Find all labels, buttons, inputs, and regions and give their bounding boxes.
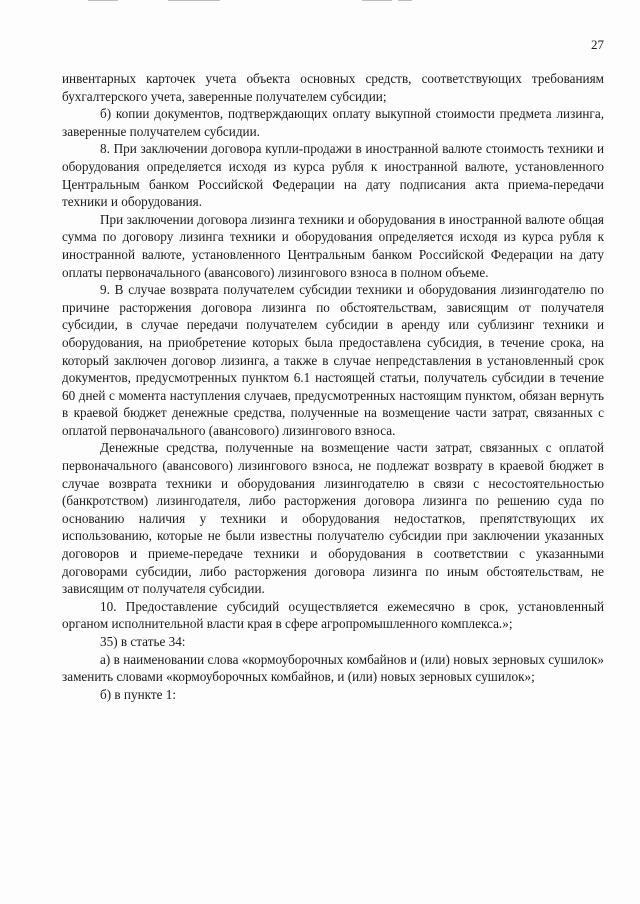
paragraph-item-a-title: а) в наименовании слова «кормоуборочных комбайнов и (или) новых зерновых сушилок» заменить словами «кормоуборочных комбайнов, и (или) новых зерновых сушилок»;	[62, 651, 604, 685]
paragraph-item-b-copies: б) копии документов, подтверждающих оплату выкупной стоимости предмета лизинга, заверенные получателем субсидии.	[62, 106, 604, 139]
paragraph-point-10: 10. Предоставление субсидий осуществляется ежемесячно в срок, установленный органом исполнительной власти края в сфере агропромышленного комплекса.»;	[62, 598, 604, 632]
scan-artifact	[168, 0, 220, 1]
paragraph-item-b-point-1: б) в пункте 1:	[100, 686, 177, 702]
scan-artifact	[362, 0, 392, 1]
page-number: 27	[591, 37, 604, 52]
paragraph-point-9: 9. В случае возврата получателем субсидии техники и оборудования лизингодателю по причине расторжения договора лизинга по обстоятельствам, зависящим от получателя субсидии, в случае передачи получателем субсидии в аренду или сублизинг техники и оборудования, на приобретение которых была предоставлена субсидия, в течение срока, на который заключен договор лизинга, а также в случае непредставления в установленный срок документов, предусмотренных пунктом 6.1 настоящей статьи, получатель субсидии в течение 60 дней с момента наступления случаев, предусмотренных настоящим пунктом, обязан вернуть в краевой бюджет денежные средства, полученные на возмещение части затрат, связанных с оплатой первоначального (авансового) лизингового взноса.	[62, 282, 604, 438]
scan-artifact	[88, 0, 118, 1]
paragraph-leasing-currency: При заключении договора лизинга техники и оборудования в иностранной валюте общая сумма по договору лизинга техники и оборудования определяется исходя из курса рубля к иностранной валюте, установленного Центральным банком Российской Федерации на дату оплаты первоначального (авансового) лизингового взноса в полном объеме.	[62, 211, 604, 280]
document-body	[62, 70, 604, 703]
scan-artifact	[398, 0, 412, 1]
paragraph-item-35: 35) в статье 34:	[100, 634, 186, 649]
paragraph-funds-not-returned: Денежные средства, полученные на возмещение части затрат, связанных с оплатой первоначального (авансового) лизингового взноса, не подлежат возврату в краевой бюджет в случае возврата техники и оборудования лизингодателю в связи с несостоятельностью (банкротством) лизингодателя, либо расторжения договора лизинга по решению суда по основанию наличия у техники и оборудования недостатков, препятствующих их использованию, которые не были известны получателю субсидии при заключении указанных договоров и приеме-передаче техники и оборудования в соответствии с указанными договорами субсидии, либо расторжения договора лизинга по иным обстоятельствам, не зависящим от получателя субсидии.	[62, 440, 604, 597]
paragraph-continuation: инвентарных карточек учета объекта основных средств, соответствующих требованиям бухгалтерского учета, заверенные получателем субсидии;	[62, 71, 604, 104]
paragraph-point-8: 8. При заключении договора купли-продажи в иностранной валюте стоимость техники и оборудования определяется исходя из курса рубля к иностранной валюте, установленного Центральным банком Российской Федерации на дату подписания акта приема-передачи техники и оборудования.	[62, 141, 604, 210]
